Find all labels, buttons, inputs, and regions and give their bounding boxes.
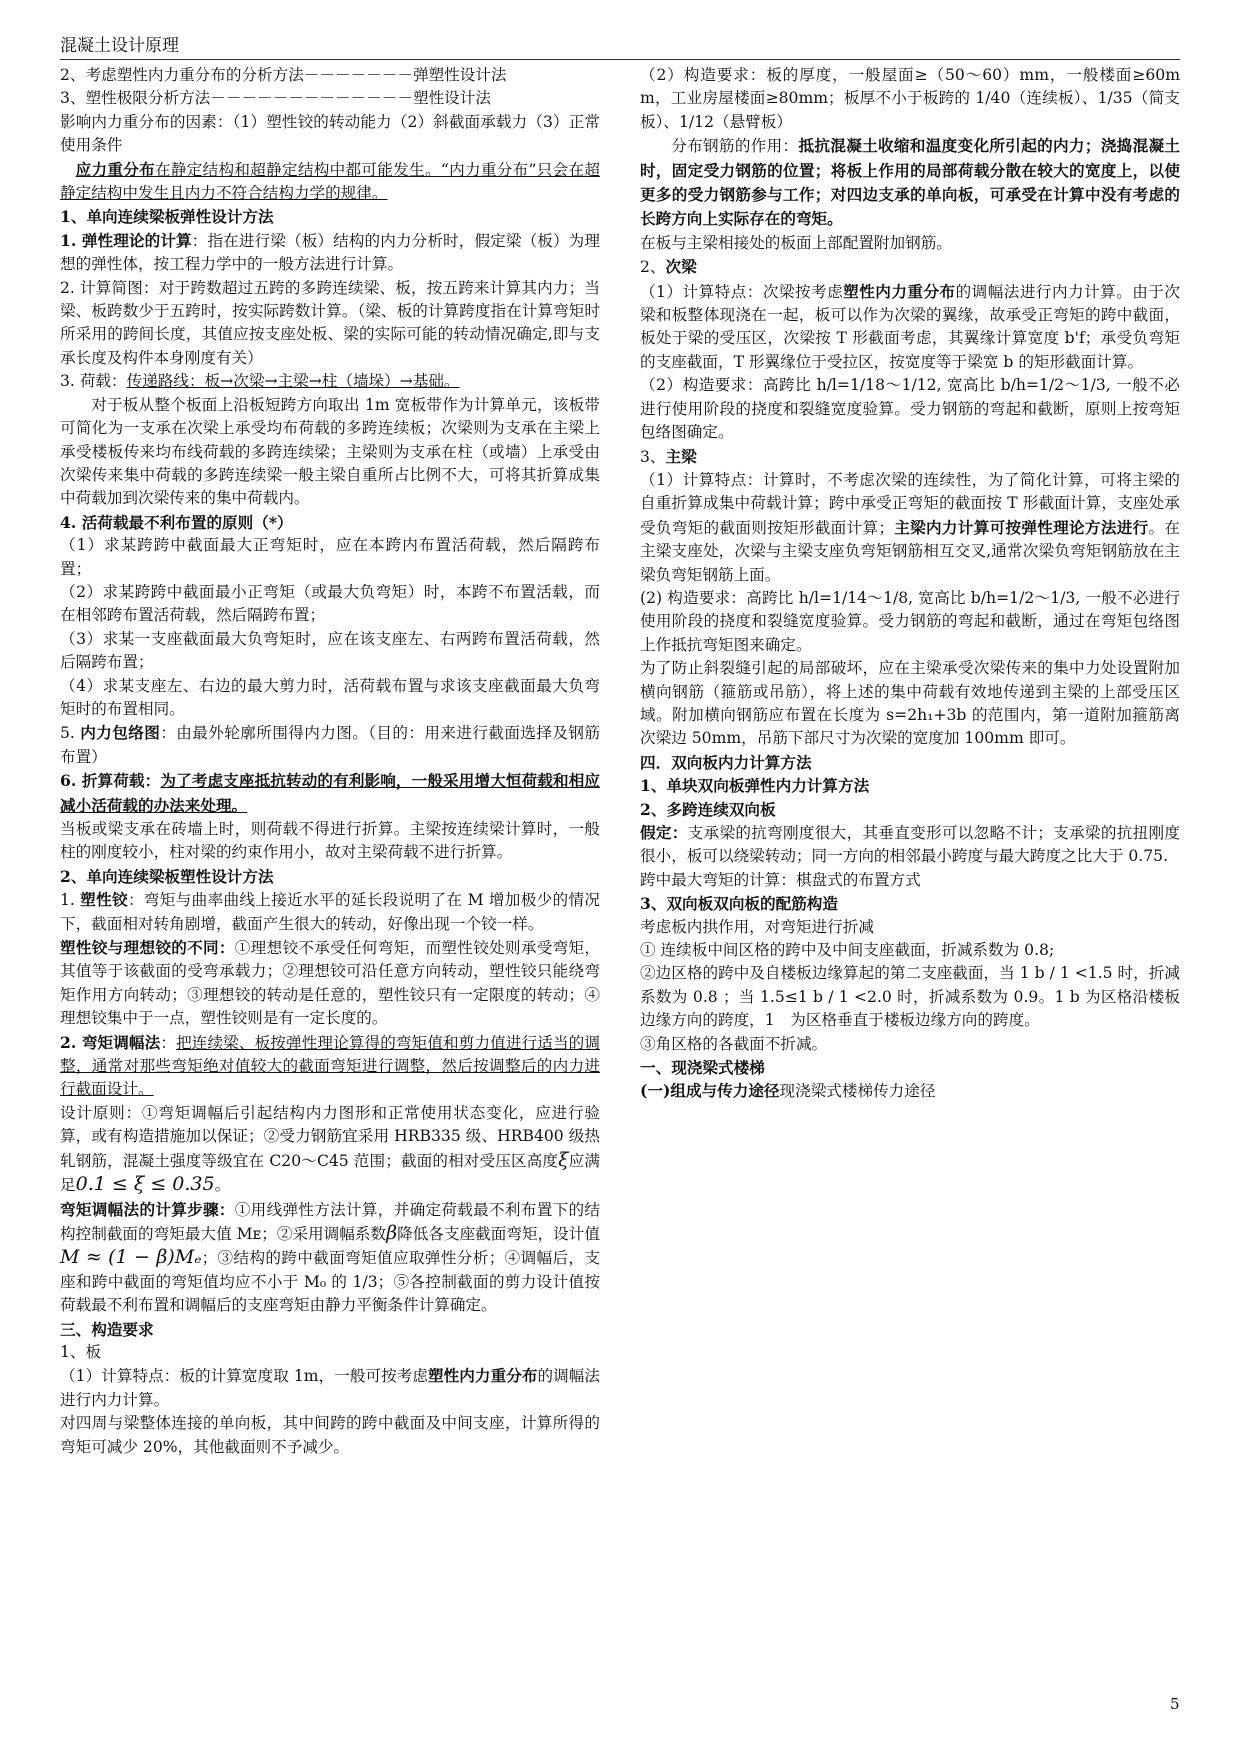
paragraph	[60, 769, 600, 818]
formula: M ≈ (1 − β)Mₑ	[60, 1246, 202, 1269]
text-span: ：指在进行梁（板）结构的内力分析时，假定梁（板）为理想的弹性体，按工程力学中的一般方法进行计算。	[60, 231, 600, 274]
text-span: 的调幅法进行内力计算。由于次梁和板整体现浇在一起，板可以作为次梁的翼缘，故承受正弯矩的跨中截面，板处于梁的受压区，次梁按 T 形截面考虑，其翼缘计算宽度 b'f；承受负弯矩的支座截面，T 形翼缘位于受拉区，按宽度等于梁宽 b 的矩形截面计算。	[640, 282, 1180, 371]
section-heading: 四．双向板内力计算方法	[640, 752, 812, 772]
text-line: 3、塑性极限分析方法－－－－－－－－－－－－－塑性设计法	[60, 89, 491, 108]
subsection-heading	[640, 445, 1180, 469]
paragraph: ②边区格的跨中及自楼板边缘算起的第二支座截面，当 1 b / 1 <1.5 时，折减系数为 0.8 ；当 1.5≤1 b / 1 <2.0 时，折减系数为 0.9。1 b 为区格沿楼板边缘方向的跨度，1 为区格垂直于楼板边缘方向的跨度。	[640, 964, 1180, 1030]
text-span: 3、	[640, 447, 666, 466]
paragraph	[640, 134, 1180, 232]
keyword: 塑性内力重分布	[843, 281, 956, 301]
paragraph	[640, 280, 1180, 375]
text-span: 。在主梁支座处，次梁与主梁支座负弯矩钢筋相互交叉,通常次梁负弯矩钢筋放在主梁负弯矩钢筋上面。	[640, 518, 1180, 584]
paragraph: （2）构造要求：板的厚度，一般屋面≥（50～60）mm，一般楼面≥60mm，工业房屋楼面≥80mm；板厚不小于板跨的 1/40（连续板）、1/35（简支板）、1/12（悬臂板）	[640, 66, 1180, 131]
text-span: 1.	[60, 891, 81, 910]
text-span: （1）计算特点：次梁按考虑	[640, 282, 844, 301]
keyword: 应力重分布	[75, 159, 155, 179]
text-span: 分布钢筋的作用：	[671, 137, 799, 156]
paragraph	[640, 821, 1180, 869]
paragraph: 对四周与梁整体连接的单向板，其中间跨的跨中截面及中间支座，计算所得的弯矩可减少 20%，其他截面则不予减少。	[60, 1414, 600, 1456]
text-span: ①理想铰不承受任何弯矩，而塑性铰处则承受弯矩，其值等于该截面的受弯承载力；②理想铰可沿任意方向转动，塑性铰只能绕弯矩作用方向转动；③理想铰的转动是任意的，塑性铰只有一定限度的转动；④理想铰集中于一点，塑性铰则是有一定长度的。	[60, 939, 600, 1028]
keyword: 主梁	[665, 446, 697, 466]
paragraph	[640, 1079, 1180, 1103]
section-heading: 2、单向连续梁板塑性设计方法	[60, 866, 274, 886]
text-line: 2、考虑塑性内力重分布的分析方法－－－－－－－弹塑性设计法	[60, 66, 507, 84]
text-span: 把连续梁、板按弹性理论算得的弯矩值和剪力值进行适当的调整，通常对那些弯矩绝对值较大的截面弯矩进行调整，然后按调整后的内力进行截面设计。	[60, 1033, 600, 1099]
text-span: ①用线弹性方法计算，并确定荷载最不利布置下的结构控制截面的弯矩最大值 Mᴇ；②采用调幅系数	[60, 1200, 600, 1243]
paragraph	[60, 1198, 600, 1318]
text-span: （1）计算特点：板的计算宽度取 1m，一般可按考虑	[60, 1367, 429, 1386]
keyword: 主梁内力计算可按弹性理论方法进行	[893, 517, 1149, 537]
subsection-heading: 1、板	[60, 1342, 102, 1361]
paragraph: ③角区格的各截面不折减。	[640, 1034, 828, 1053]
text-span: 的调幅法进行内力计算。	[60, 1367, 600, 1409]
math-symbol: ξ	[558, 1148, 569, 1171]
text-line: 影响内力重分布的因素：（1）塑性铰的转动能力（2）斜截面承载力（3）正常使用条件	[60, 112, 600, 155]
right-column	[640, 64, 1180, 1104]
section-heading: 一、现浇梁式楼梯	[640, 1058, 765, 1078]
text-span: ：由最外轮廓所围得内力图。（目的：用来进行截面选择及钢筋布置）	[60, 724, 600, 766]
paragraph	[60, 888, 600, 936]
paragraph	[60, 158, 600, 206]
keyword: 塑性铰	[80, 890, 128, 910]
section-heading: 1、单向连续梁板弹性设计方法	[60, 207, 274, 227]
page-number: 5	[1170, 1695, 1180, 1713]
keyword: 抵抗混凝土收缩和温度变化所引起的内力；浇捣混凝土时，固定受力钢筋的位置；将板上作用的局部荷载分散在较大的宽度上，以使更多的受力钢筋参与工作；对四边支承的单向板，可承受在计算中没有考虑的长跨方向上实际存在的弯矩。	[640, 136, 1180, 229]
math-symbol: β	[386, 1221, 398, 1244]
formula: 0.1 ≤ ξ ≤ 0.35	[75, 1173, 215, 1196]
paragraph: 当板或梁支承在砖墙上时，则荷载不得进行折算。主梁按连续梁计算时，一般柱的刚度较小，柱对梁的约束作用小，故对主梁荷载不进行折算。	[60, 820, 600, 862]
text-span: 支承梁的抗弯刚度很大，其垂直变形可以忽略不计；支承梁的抗扭刚度很小，板可以绕梁转动；同一方向的相邻最小跨度与最大跨度之比大于 0.75.	[640, 824, 1180, 866]
keyword: (一)组成与传力途径	[640, 1081, 780, 1101]
paragraph: （2）求某跨跨中截面最小正弯矩（或最大负弯矩）时，本跨不布置活载，而在相邻跨布置活荷载，然后隔跨布置；	[60, 582, 600, 625]
section-heading: 1、单块双向板弹性内力计算方法	[640, 776, 870, 796]
text-span: ：弯矩与曲率曲线上接近水平的延长段说明了在 M 增加极少的情况下，截面相对转角剧增，截面产生很大的转动，好像出现一个铰一样。	[60, 891, 600, 933]
section-heading: 3、双向板双向板的配筋构造	[640, 894, 838, 914]
paragraph: （4）求某支座左、右边的最大剪力时，活荷载布置与求该支座截面最大负弯矩时的布置相同。	[60, 676, 600, 718]
paragraph: （1）求某跨跨中截面最大正弯矩时，应在本跨内布置活荷载，然后隔跨布置；	[60, 536, 600, 578]
paragraph	[60, 936, 600, 1031]
text-span: （1）计算特点：计算时，不考虑次梁的连续性，为了简化计算，可将主梁的自重折算成集中荷载计算；跨中承受正弯矩的截面按 T 形截面计算，支座处承受负弯矩的截面则按矩形截面计算；	[640, 470, 1180, 537]
text-span: 只会在超静定结构中发生且内力不符合结构力学的规律。	[60, 160, 600, 203]
keyword: 1. 弹性理论的计算	[60, 230, 192, 250]
text-span: 5.	[60, 724, 81, 743]
paragraph: （2）构造要求：高跨比 h/l=1/18～1/12, 宽高比 b/h=1/2～1/3, 一般不必进行使用阶段的挠度和裂缝宽度验算。受力钢筋的弯起和截断，原则上按弯矩包络图确定。	[640, 376, 1180, 442]
paragraph	[60, 721, 600, 769]
text-span: ：	[160, 1033, 177, 1052]
keyword: 弯矩调幅法的计算步骤：	[60, 1199, 235, 1219]
text-span: 传递路线：板→次梁→主梁→柱（墙垛）→基础。	[126, 372, 460, 391]
text-span: 。	[214, 1176, 231, 1195]
text-span: 应满足	[60, 1151, 600, 1195]
section-heading: 三、构造要求	[60, 1319, 154, 1339]
keyword: 内力包络图	[80, 723, 161, 743]
paragraph: 跨中最大弯矩的计算：棋盘式的布置方式	[640, 870, 921, 889]
paragraph: 对于板从整个板面上沿板短跨方向取出 1m 宽板带作为计算单元，该板带可简化为一支承在次梁上承受均布荷载的多跨连续板；次梁则为支承在主梁上承受楼板传来均布线荷载的多跨连续梁；主梁则为支承在柱（或墙）上承受由次梁传来集中荷载的多跨连续梁一般主梁自重所占比例不大，可将其折算成集中荷载加到次梁传来的集中荷载内。	[60, 395, 600, 508]
keyword: 6. 折算荷载：	[60, 771, 161, 791]
paragraph: 为了防止斜裂缝引起的局部破坏，应在主梁承受次梁传来的集中力处设置附加横向钢筋（箍筋或吊筋），将上述的集中荷载有效地传递到主梁的上部受压区域。附加横向钢筋应布置在长度为 s=2h₁+3b 的范围内，第一道附加箍筋离次梁边 50mm，吊筋下部尺寸为次梁的宽度加 100mm 即可。	[640, 659, 1180, 748]
paragraph: （3）求某一支座截面最大负弯矩时，应在该支座左、右两跨布置活荷载，然后隔跨布置；	[60, 629, 600, 672]
paragraph	[60, 1102, 600, 1198]
paragraph: ① 连续板中间区格的跨中及中间支座截面，折减系数为 0.8;	[640, 941, 1055, 960]
left-column	[60, 64, 600, 1459]
keyword: 塑性内力重分布	[428, 1366, 538, 1386]
paragraph: 在板与主梁相接处的板面上部配置附加钢筋。	[640, 233, 952, 252]
text-span: 为了考虑支座抵抗转动的有利影响，一般采用增大恒荷载和相应减小活荷载的办法来处理。	[60, 771, 600, 815]
paragraph	[60, 1364, 600, 1412]
text-span: 降低各支座截面弯矩，设计值	[397, 1224, 600, 1243]
page-header: 混凝土设计原理	[60, 33, 1180, 60]
paragraph: 考虑板内拱作用，对弯矩进行折减	[640, 917, 874, 936]
keyword: 次梁	[665, 257, 697, 277]
keyword: 假定：	[640, 823, 688, 842]
paragraph	[60, 370, 600, 393]
text-span: 3. 荷载：	[60, 372, 127, 391]
paragraph: (2) 构造要求：高跨比 h/l=1/14～1/8, 宽高比 b/h=1/2～1/3, 一般不必进行使用阶段的挠度和裂缝宽度验算。受力钢筋的弯起和截断，通过在弯矩包络图上作抵抗弯矩图来确定。	[640, 588, 1180, 654]
text-span: 2、	[640, 258, 666, 277]
subsection-heading	[640, 255, 1180, 279]
text-span: ；③结构的跨中截面弯矩值应取弹性分析；④调幅后，支座和跨中截面的弯矩值均应不小于 M₀ 的 1/3；⑤各控制截面的剪力设计值按荷载最不利布置和调幅后的支座弯矩由静力平衡条件计算确定。	[60, 1249, 600, 1315]
paragraph	[640, 469, 1180, 587]
text-span: 现浇梁式楼梯传力途径	[779, 1082, 936, 1101]
paragraph	[60, 229, 600, 277]
section-heading: 4. 活荷载最不利布置的原则（*）	[60, 512, 293, 532]
text-span: 在静定结构和超静定结构中都可能发生。“内力重分布”	[155, 160, 537, 179]
section-heading: 2、多跨连续双向板	[640, 799, 776, 819]
keyword: 2. 弯矩调幅法	[60, 1032, 161, 1052]
paragraph	[60, 1031, 600, 1102]
text-span: 设计原则：①弯矩调幅后引起结构内力图形和正常使用状态变化，应进行验算，或有构造措施加以保证；②受力钢筋宜采用 HRB335 级、HRB400 级热轧钢筋，混凝土强度等级宜在 C20～C45 范围；截面的相对受压区高度	[60, 1103, 600, 1170]
keyword: 塑性铰与理想铰的不同：	[60, 938, 235, 958]
paragraph: 2. 计算简图：对于跨数超过五跨的多跨连续梁、板，按五跨来计算其内力；当梁、板跨数少于五跨时，按实际跨数计算。（梁、板的计算跨度指在计算弯矩时所采用的跨间长度，其值应按支座处板、梁的实际可能的转动情况确定,即与支承长度及构件本身刚度有关）	[60, 278, 600, 367]
